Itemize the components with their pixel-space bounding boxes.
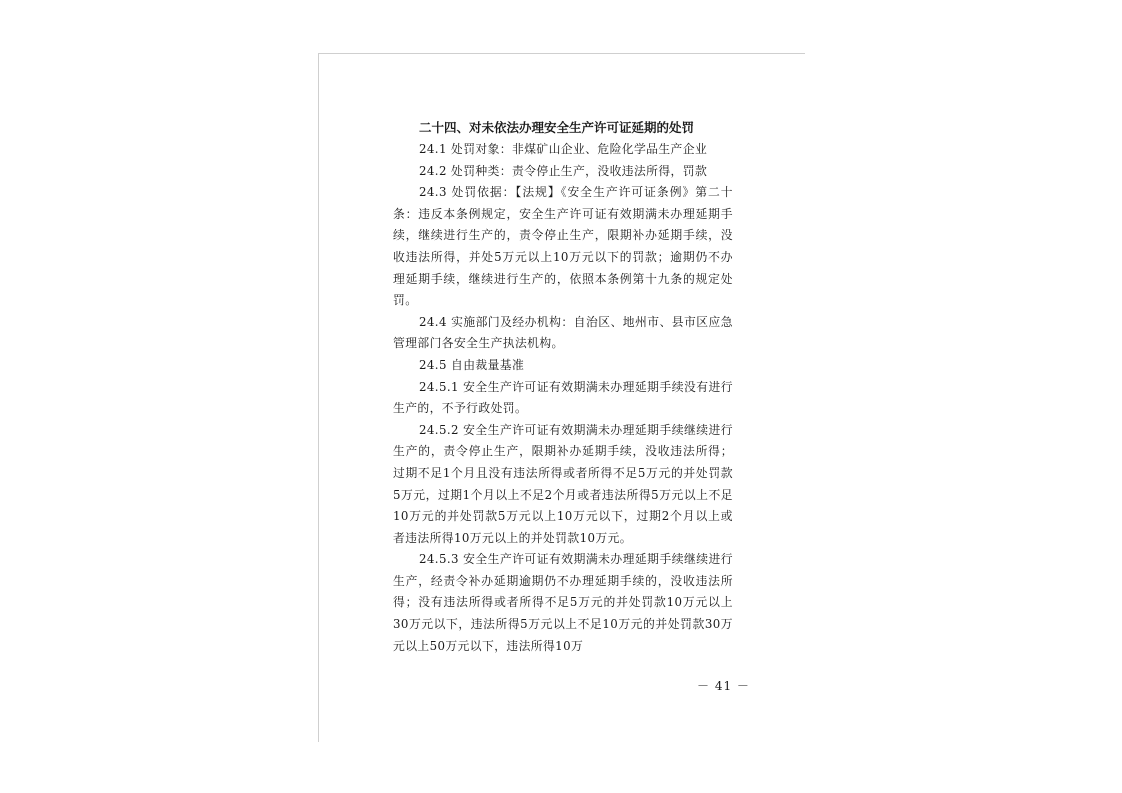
page-number: － 41 －: [697, 679, 750, 693]
paragraph-24-5-3: 24.5.3 安全生产许可证有效期满未办理延期手续继续进行生产，经责令补办延期逾期仍不办理延期手续的，没收违法所得；没有违法所得或者所得不足5万元的并处罚款10万元以上30万元以下，违法所得5万元以上不足10万元的并处罚款30万元以上50万元以下，违法所得10万: [393, 552, 733, 653]
paragraph-24-5-2: 24.5.2 安全生产许可证有效期满未办理延期手续继续进行生产的，责令停止生产，限期补办延期手续，没收违法所得；过期不足1个月且没有违法所得或者所得不足5万元的并处罚款5万元，过期1个月以上不足2个月或者违法所得5万元以上不足10万元的并处罚款5万元以上10万元以下，过期2个月以上或者违法所得10万元以上的并处罚款10万元。: [393, 422, 733, 545]
section-heading: 二十四、对未依法办理安全生产许可证延期的处罚: [419, 120, 695, 135]
paragraph-24-2: 24.2 处罚种类：责令停止生产，没收违法所得，罚款: [419, 163, 708, 178]
page-content: [393, 116, 733, 657]
paragraph-24-5-1: 24.5.1 安全生产许可证有效期满未办理延期手续没有进行生产的，不予行政处罚。: [393, 379, 733, 416]
document-page: [318, 53, 805, 742]
paragraph-24-5: 24.5 自由裁量基准: [419, 357, 525, 372]
paragraph-24-1: 24.1 处罚对象：非煤矿山企业、危险化学品生产企业: [419, 142, 708, 156]
paragraph-24-3: 24.3 处罚依据：【法规】《安全生产许可证条例》第二十条：违反本条例规定，安全生产许可证有效期满未办理延期手续，继续进行生产的，责令停止生产，限期补办延期手续，没收违法所得，并处5万元以上10万元以下的罚款；逾期仍不办理延期手续，继续进行生产的，依照本条例第十九条的规定处罚。: [393, 185, 733, 308]
paragraph-24-4: 24.4 实施部门及经办机构：自治区、地州市、县市区应急管理部门各安全生产执法机构。: [393, 314, 733, 351]
